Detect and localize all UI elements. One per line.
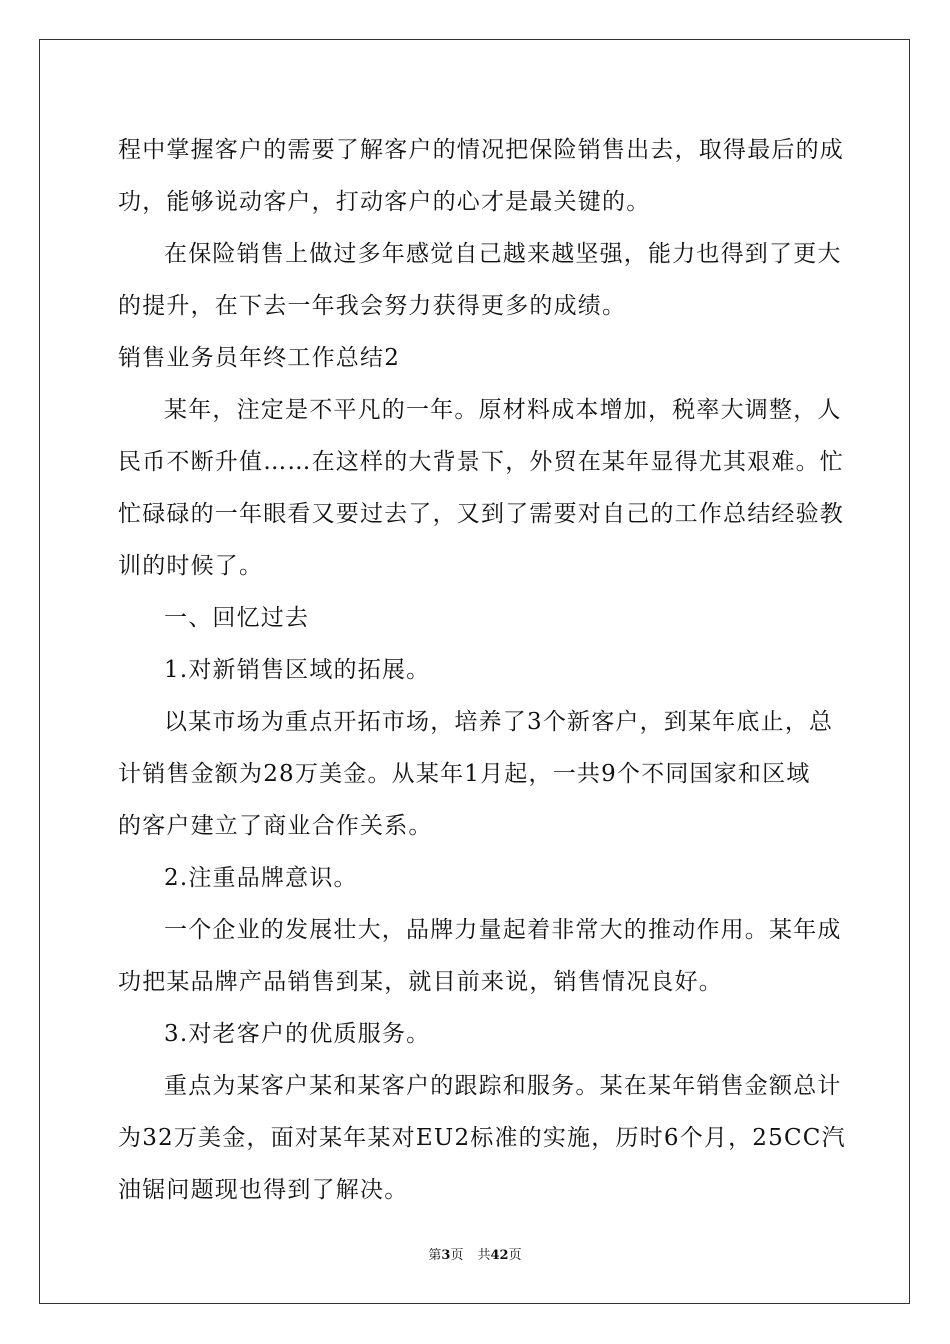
page-suffix: 页 [450, 1248, 464, 1263]
text-line: 计销售金额为28万美金。从某年1月起，一共9个不同国家和区域 [118, 761, 811, 787]
page-footer [0, 1247, 950, 1265]
text-line: 在保险销售上做过多年感觉自己越来越坚强，能力也得到了更大 [164, 241, 842, 267]
text-line: 为32万美金，面对某年某对EU2标准的实施，历时6个月，25CC汽 [118, 1125, 846, 1151]
text-line: 某年，注定是不平凡的一年。原材料成本增加，税率大调整，人 [164, 397, 842, 423]
text-line: 训的时候了。 [118, 553, 264, 579]
text-line: 程中掌握客户的需要了解客户的情况把保险销售出去，取得最后的成 [118, 137, 844, 163]
text-line: 重点为某客户某和某客户的跟踪和服务。某在某年销售金额总计 [164, 1073, 842, 1099]
text-line: 功把某品牌产品销售到某，就目前来说，销售情况良好。 [118, 969, 723, 995]
text-line: 的提升，在下去一年我会努力获得更多的成绩。 [118, 293, 627, 319]
text-line: 油锯问题现也得到了解决。 [118, 1177, 409, 1203]
subheading: 1.对新销售区域的拓展。 [164, 657, 431, 683]
total-suffix: 页 [508, 1248, 522, 1263]
text-line: 忙碌碌的一年眼看又要过去了，又到了需要对自己的工作总结经验教 [118, 501, 844, 527]
text-line: 一个企业的发展壮大，品牌力量起着非常大的推动作用。某年成 [164, 917, 842, 943]
section-heading: 销售业务员年终工作总结2 [118, 345, 401, 371]
text-line: 功，能够说动客户，打动客户的心才是最关键的。 [118, 189, 651, 215]
total-prefix: 共 [477, 1248, 491, 1263]
text-line: 以某市场为重点开拓市场，培养了3个新客户，到某年底止，总 [164, 709, 834, 735]
subheading: 2.注重品牌意识。 [164, 865, 358, 891]
document-body [118, 128, 846, 1220]
text-line: 的客户建立了商业合作关系。 [118, 813, 433, 839]
page-prefix: 第 [428, 1248, 442, 1263]
subheading: 3.对老客户的优质服务。 [164, 1021, 431, 1047]
page-number: 3 [441, 1248, 451, 1263]
total-pages: 42 [490, 1248, 509, 1263]
subheading: 一、回忆过去 [164, 605, 310, 631]
text-line: 民币不断升值……在这样的大背景下，外贸在某年显得尤其艰难。忙 [118, 449, 844, 475]
